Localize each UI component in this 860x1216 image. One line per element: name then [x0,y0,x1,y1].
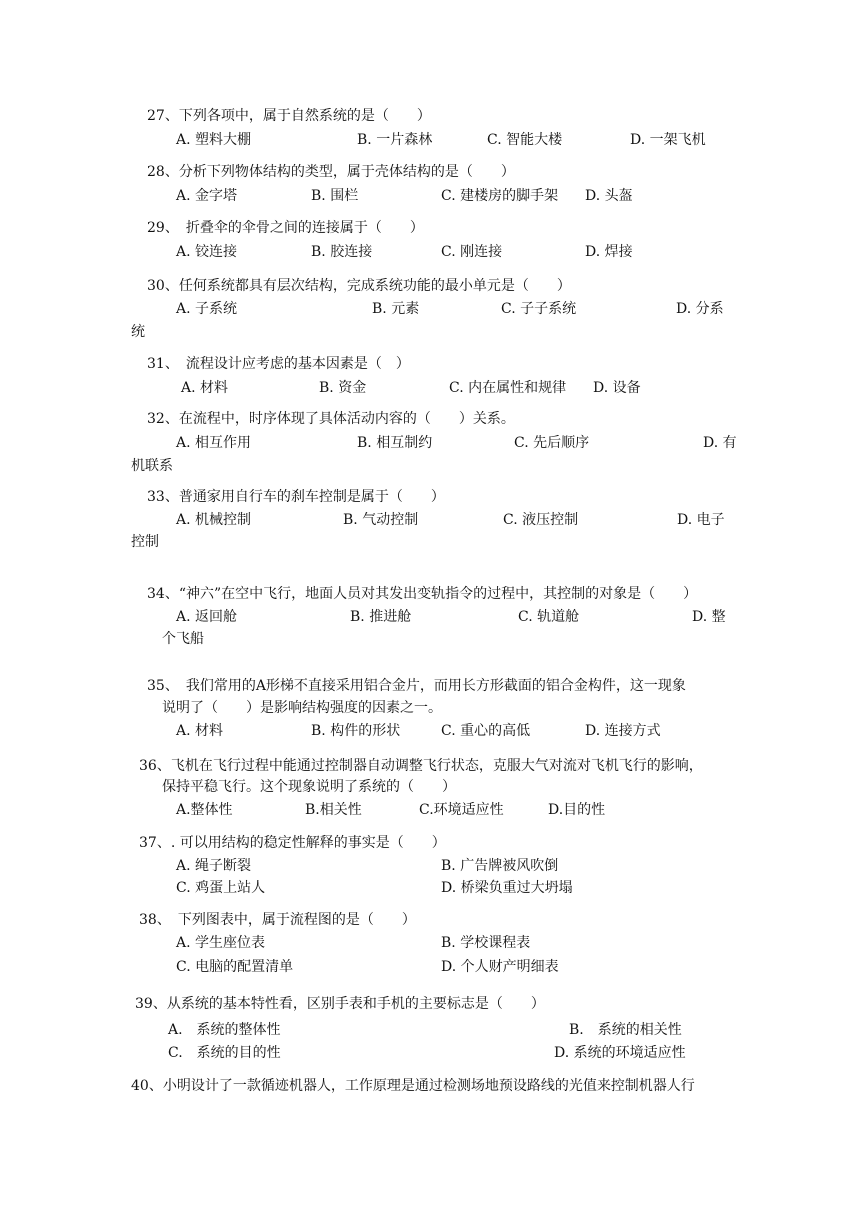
question-36-option-d: D.目的性 [548,802,606,818]
question-32-stem: 32、在流程中，时序体现了具体活动内容的（ ）关系。 [147,411,515,427]
question-35-option-c: C. 重心的高低 [441,723,531,739]
question-30-option-b: B. 元素 [372,301,420,317]
question-27-stem: 27、下列各项中，属于自然系统的是（ ） [147,108,431,124]
question-28-option-b: B. 围栏 [311,188,359,204]
question-34-option-d-wrap: 个飞船 [162,631,204,647]
question-36-option-c: C.环境适应性 [419,802,504,818]
question-37-option-b: B. 广告牌被风吹倒 [441,858,559,874]
question-35-stem-line-2: 说明了（ ）是影响结构强度的因素之一。 [162,700,442,716]
question-35-option-b: B. 构件的形状 [311,723,401,739]
question-28-stem: 28、分析下列物体结构的类型，属于壳体结构的是（ ） [147,164,515,180]
question-36-option-b: B.相关性 [305,802,362,818]
question-29-option-d: D. 焊接 [585,244,633,260]
question-39-option-c: C. 系统的目的性 [168,1045,281,1061]
question-34-option-d: D. 整 [692,609,726,625]
question-38-stem: 38、 下列图表中，属于流程图的是（ ） [139,912,416,928]
question-30-option-c: C. 子子系统 [501,301,577,317]
question-27-option-a: A. 塑料大棚 [176,132,252,148]
question-28-option-c: C. 建楼房的脚手架 [441,188,559,204]
question-36-stem-line-2: 保持平稳飞行。这个现象说明了系统的（ ） [162,779,456,795]
question-30-option-a: A. 子系统 [176,301,238,317]
question-34-stem: 34、“神六”在空中飞行，地面人员对其发出变轨指令的过程中，其控制的对象是（ ） [147,586,698,602]
question-35-option-a: A. 材料 [176,723,224,739]
question-31-option-a: A. 材料 [181,380,229,396]
question-39-option-b: B. 系统的相关性 [569,1022,682,1038]
question-38-option-b: B. 学校课程表 [441,935,531,951]
question-37-option-c: C. 鸡蛋上站人 [176,880,266,896]
question-28-option-d: D. 头盔 [585,188,633,204]
question-34-option-b: B. 推进舱 [350,609,412,625]
question-39-option-d: D. 系统的环境适应性 [554,1045,686,1061]
question-37-stem: 37、. 可以用结构的稳定性解释的事实是（ ） [139,835,446,851]
question-28-option-a: A. 金字塔 [176,188,238,204]
question-27-option-b: B. 一片森林 [357,132,433,148]
question-29-option-a: A. 铰连接 [176,244,238,260]
question-32-option-b: B. 相互制约 [357,435,433,451]
question-37-option-a: A. 绳子断裂 [176,858,252,874]
question-34-option-a: A. 返回舱 [176,609,238,625]
question-32-option-a: A. 相互作用 [176,435,252,451]
question-39-option-a: A. 系统的整体性 [168,1022,281,1038]
question-38-option-d: D. 个人财产明细表 [441,959,559,975]
question-30-stem: 30、任何系统都具有层次结构，完成系统功能的最小单元是（ ） [147,278,571,294]
question-36-option-a: A.整体性 [176,802,233,818]
question-33-stem: 33、普通家用自行车的刹车控制是属于（ ） [147,489,445,505]
question-31-stem: 31、 流程设计应考虑的基本因素是（ ） [147,356,410,372]
question-29-option-c: C. 刚连接 [441,244,503,260]
question-34-option-c: C. 轨道舱 [518,609,580,625]
question-35-stem: 35、 我们常用的A形梯不直接采用铝合金片，而用长方形截面的铝合金构件，这一现象 [147,678,686,694]
question-29-option-b: B. 胶连接 [311,244,373,260]
question-33-option-a: A. 机械控制 [176,512,252,528]
question-33-option-c: C. 液压控制 [503,512,579,528]
question-27-option-c: C. 智能大楼 [487,132,563,148]
question-37-option-d: D. 桥梁负重过大坍塌 [441,880,573,896]
question-30-option-d: D. 分系 [676,301,724,317]
question-40-stem: 40、小明设计了一款循迹机器人，工作原理是通过检测场地预设路线的光值来控制机器人行 [131,1078,695,1094]
question-33-option-d-wrap: 控制 [131,534,159,550]
question-35-option-d: D. 连接方式 [585,723,661,739]
question-36-stem: 36、飞机在飞行过程中能通过控制器自动调整飞行状态，克服大气对流对飞机飞行的影响， [139,758,703,774]
question-30-option-d-wrap: 统 [131,324,145,340]
question-32-option-c: C. 先后顺序 [514,435,590,451]
question-38-option-a: A. 学生座位表 [176,935,266,951]
question-32-option-d: D. 有 [703,435,737,451]
question-38-option-c: C. 电脑的配置清单 [176,959,294,975]
question-27-option-d: D. 一架飞机 [630,132,706,148]
question-32-option-d-wrap: 机联系 [131,458,173,474]
question-31-option-c: C. 内在属性和规律 [449,380,567,396]
question-39-stem: 39、从系统的基本特性看，区别手表和手机的主要标志是（ ） [135,996,545,1012]
question-33-option-b: B. 气动控制 [343,512,419,528]
question-31-option-d: D. 设备 [593,380,641,396]
question-33-option-d: D. 电子 [677,512,725,528]
question-31-option-b: B. 资金 [319,380,367,396]
question-29-stem: 29、 折叠伞的伞骨之间的连接属于（ ） [147,220,424,236]
